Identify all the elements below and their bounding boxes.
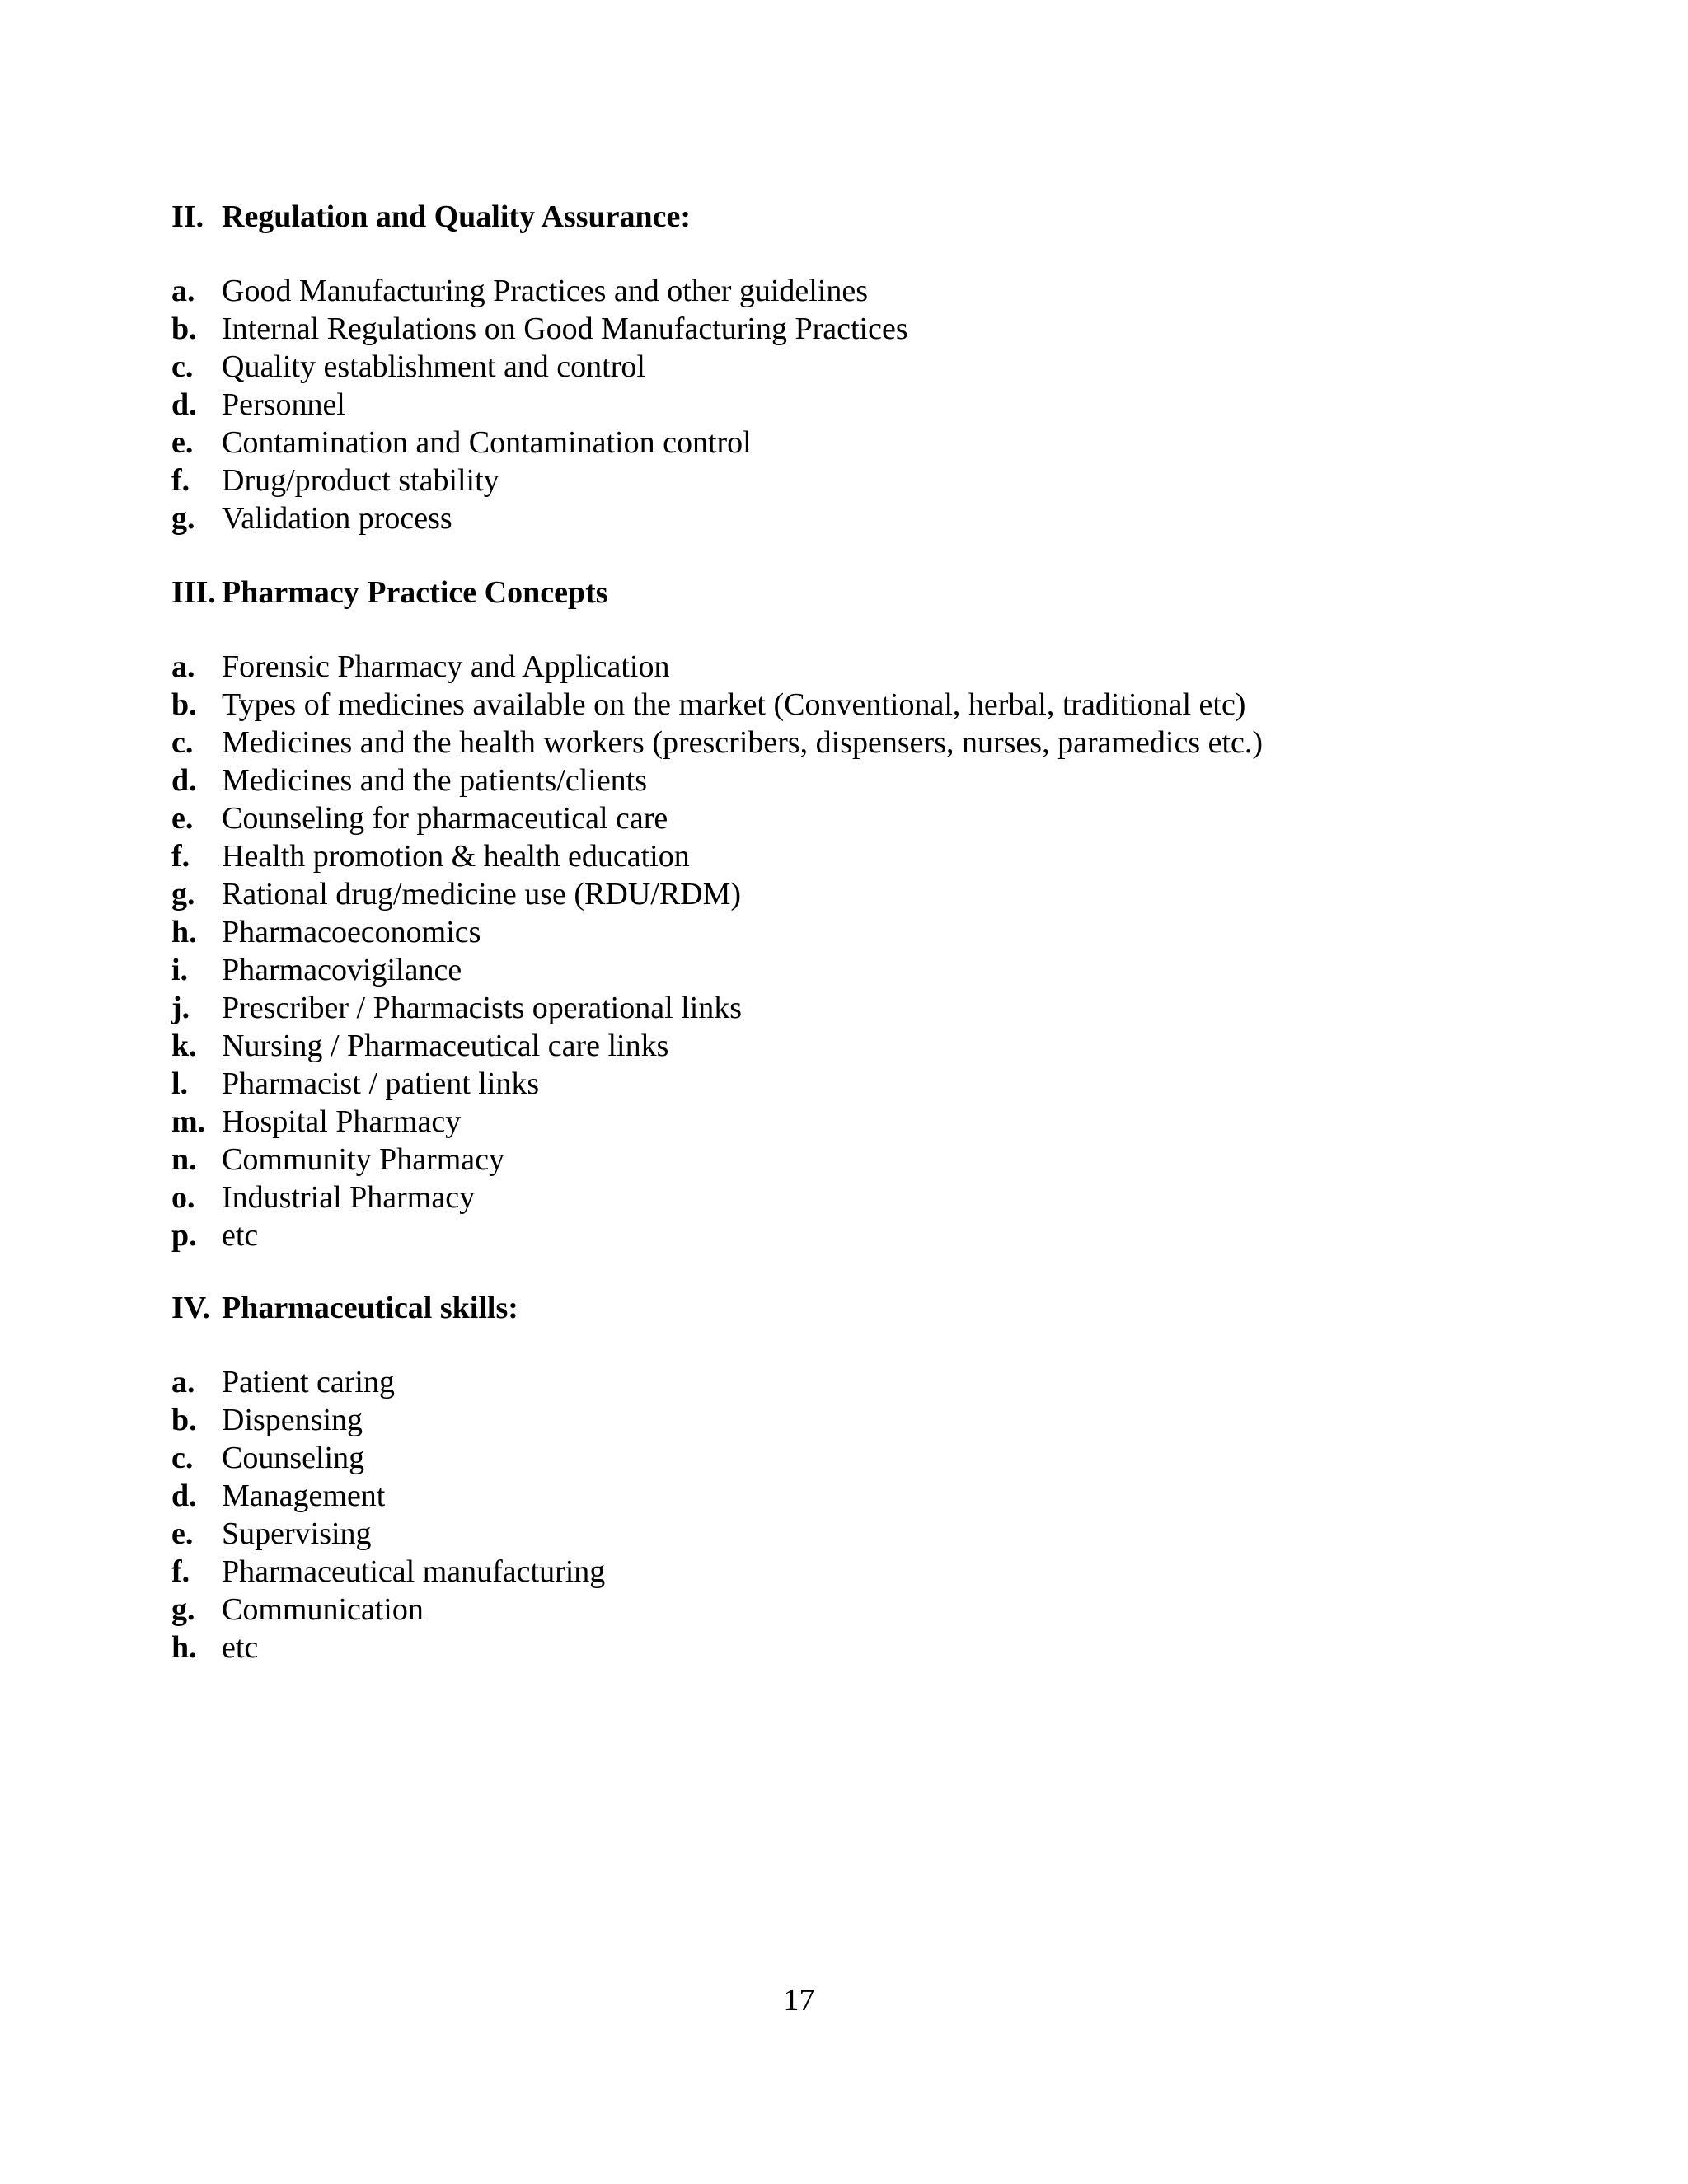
item-text: Drug/product stability: [222, 463, 499, 498]
list-item: [171, 837, 1573, 875]
list-item: [171, 348, 1573, 386]
item-letter: d.: [171, 387, 197, 422]
item-text: Pharmacovigilance: [222, 953, 462, 987]
item-text: Prescriber / Pharmacists operational links: [222, 991, 743, 1025]
list-item: [171, 989, 1573, 1027]
item-text: Supervising: [222, 1516, 372, 1551]
item-list: [171, 272, 1573, 537]
item-letter: a.: [171, 274, 195, 308]
list-item: [171, 762, 1573, 799]
item-letter: i.: [171, 953, 189, 987]
list-item: [171, 424, 1573, 462]
item-letter: c.: [171, 725, 194, 760]
item-text: Good Manufacturing Practices and other guidelines: [222, 274, 869, 308]
item-letter: f.: [171, 1554, 190, 1589]
item-text: Validation process: [222, 501, 452, 536]
list-item: [171, 272, 1573, 310]
item-text: Types of medicines available on the market (Conventional, herbal, traditional etc): [222, 687, 1246, 722]
list-item: [171, 1439, 1573, 1477]
item-text: Pharmaceutical manufacturing: [222, 1554, 606, 1589]
item-text: Management: [222, 1479, 386, 1513]
item-letter: a.: [171, 1365, 195, 1399]
section-title: Regulation and Quality Assurance:: [222, 199, 692, 234]
item-text: Medicines and the health workers (prescribers, dispensers, nurses, paramedics etc.): [222, 725, 1264, 760]
item-letter: l.: [171, 1066, 189, 1101]
item-list: [171, 648, 1573, 1254]
item-text: Personnel: [222, 387, 345, 422]
item-text: Community Pharmacy: [222, 1142, 505, 1177]
section-pharmacy-practice: [171, 574, 1573, 1254]
item-letter: e.: [171, 801, 194, 836]
list-item: [171, 1179, 1573, 1216]
item-letter: g.: [171, 501, 195, 536]
section-title: Pharmacy Practice Concepts: [222, 575, 608, 610]
item-text: Forensic Pharmacy and Application: [222, 649, 670, 684]
item-letter: o.: [171, 1180, 195, 1215]
section-title: Pharmaceutical skills:: [222, 1291, 518, 1325]
item-letter: e.: [171, 1516, 194, 1551]
item-letter: b.: [171, 312, 197, 346]
item-text: Nursing / Pharmaceutical care links: [222, 1029, 669, 1063]
section-number: II.: [171, 199, 204, 234]
item-letter: j.: [171, 991, 190, 1025]
item-text: Health promotion & health education: [222, 839, 690, 874]
item-text: Rational drug/medicine use (RDU/RDM): [222, 877, 742, 912]
list-item: [171, 1027, 1573, 1065]
item-letter: g.: [171, 877, 195, 912]
section-heading: [171, 1289, 1573, 1327]
item-text: Dispensing: [222, 1403, 363, 1437]
item-list: [171, 1363, 1573, 1666]
item-letter: a.: [171, 649, 195, 684]
item-letter: e.: [171, 425, 194, 460]
list-item: [171, 1477, 1573, 1515]
section-regulation-quality: [171, 198, 1573, 537]
item-text: Quality establishment and control: [222, 349, 645, 384]
list-item: [171, 1363, 1573, 1401]
item-letter: p.: [171, 1218, 197, 1253]
list-item: [171, 1103, 1573, 1141]
item-text: Hospital Pharmacy: [222, 1104, 462, 1139]
item-letter: b.: [171, 687, 197, 722]
section-pharmaceutical-skills: [171, 1289, 1573, 1666]
item-letter: g.: [171, 1592, 195, 1627]
list-item: [171, 951, 1573, 989]
list-item: [171, 462, 1573, 499]
section-heading: [171, 574, 1573, 612]
section-number: IV.: [171, 1291, 210, 1325]
list-item: [171, 1141, 1573, 1179]
list-item: [171, 799, 1573, 837]
item-text: Pharmacoeconomics: [222, 915, 481, 949]
item-letter: h.: [171, 1630, 197, 1665]
item-letter: f.: [171, 463, 190, 498]
item-text: etc: [222, 1218, 259, 1253]
list-item: [171, 1401, 1573, 1439]
list-item: [171, 386, 1573, 424]
list-item: [171, 913, 1573, 951]
item-letter: c.: [171, 349, 194, 384]
list-item: [171, 724, 1573, 762]
item-text: Industrial Pharmacy: [222, 1180, 476, 1215]
item-text: Counseling: [222, 1441, 365, 1475]
list-item: [171, 1629, 1573, 1666]
item-text: Contamination and Contamination control: [222, 425, 752, 460]
item-letter: c.: [171, 1441, 194, 1475]
item-text: Internal Regulations on Good Manufacturing Practices: [222, 312, 908, 346]
list-item: [171, 1216, 1573, 1254]
item-text: Counseling for pharmaceutical care: [222, 801, 668, 836]
section-heading: [171, 198, 1573, 236]
item-text: Patient caring: [222, 1365, 395, 1399]
section-number: III.: [171, 575, 216, 610]
list-item: [171, 499, 1573, 537]
list-item: [171, 310, 1573, 348]
item-text: Communication: [222, 1592, 424, 1627]
list-item: [171, 1065, 1573, 1103]
item-letter: d.: [171, 763, 197, 798]
item-letter: b.: [171, 1403, 197, 1437]
item-letter: f.: [171, 839, 190, 874]
list-item: [171, 1515, 1573, 1553]
list-item: [171, 1591, 1573, 1629]
item-letter: h.: [171, 915, 197, 949]
list-item: [171, 648, 1573, 686]
item-text: Pharmacist / patient links: [222, 1066, 540, 1101]
list-item: [171, 875, 1573, 913]
item-letter: m.: [171, 1104, 206, 1139]
item-text: etc: [222, 1630, 259, 1665]
item-letter: k.: [171, 1029, 197, 1063]
item-letter: n.: [171, 1142, 197, 1177]
list-item: [171, 686, 1573, 724]
item-text: Medicines and the patients/clients: [222, 763, 648, 798]
list-item: [171, 1553, 1573, 1591]
page-number: 17: [783, 1983, 815, 2018]
item-letter: d.: [171, 1479, 197, 1513]
